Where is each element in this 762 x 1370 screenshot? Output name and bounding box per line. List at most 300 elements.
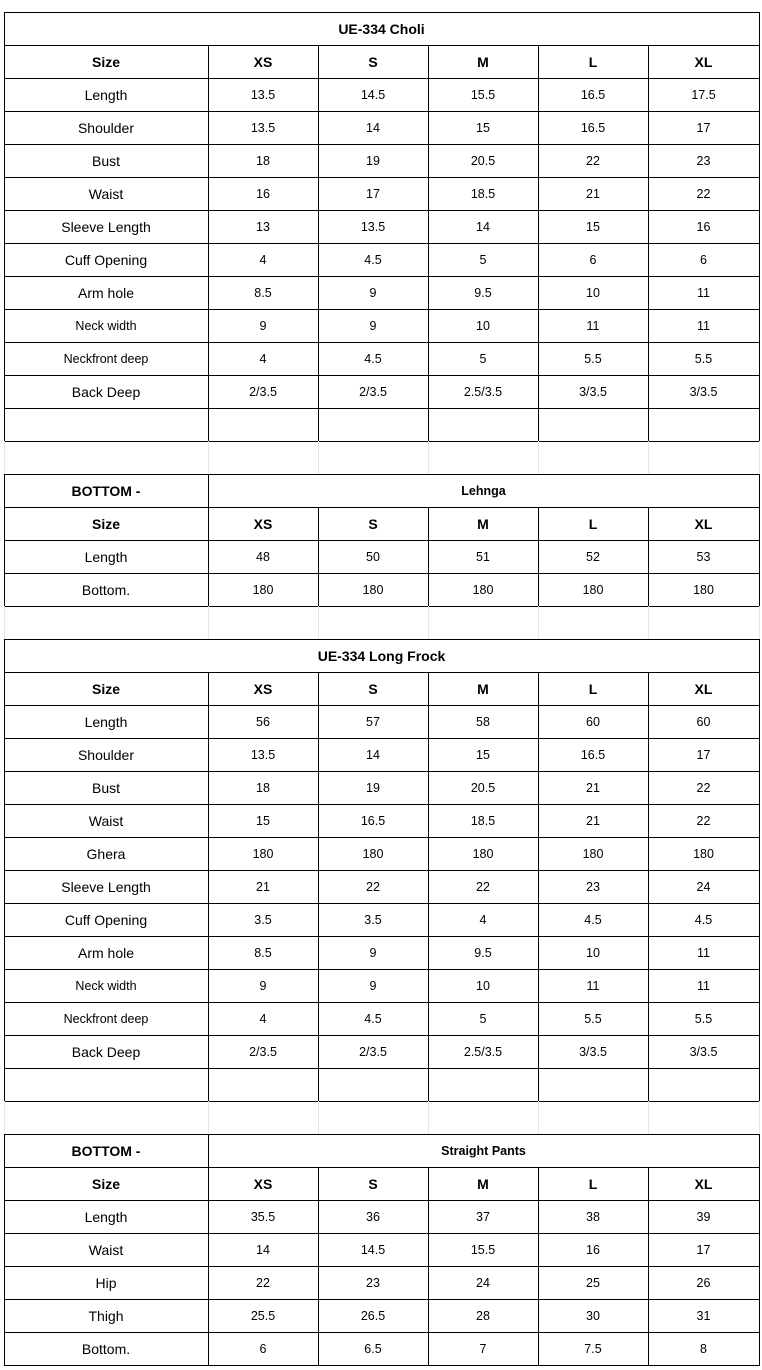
grid-line xyxy=(4,144,760,145)
grid-line xyxy=(4,276,760,277)
measurement-value: 39 xyxy=(696,1209,711,1224)
grid-line xyxy=(648,1101,649,1134)
measurement-value: 4.5 xyxy=(364,351,382,366)
measurement-label: Arm hole xyxy=(77,944,135,961)
measurement-value: 21 xyxy=(586,813,600,828)
measurement-label: Bust xyxy=(91,779,120,796)
measurement-label: Length xyxy=(84,548,128,565)
measurement-value: 5.5 xyxy=(694,351,713,366)
measurement-value: 21 xyxy=(586,780,600,795)
measurement-label: Waist xyxy=(88,812,124,829)
measurement-value: 11 xyxy=(586,978,600,993)
measurement-label: Neck width xyxy=(75,978,137,993)
measurement-value: 9 xyxy=(259,978,267,993)
measurement-value: 37 xyxy=(476,1209,490,1224)
grid-line xyxy=(318,441,319,474)
measurement-value: 10 xyxy=(586,285,600,300)
measurement-value: 5.5 xyxy=(584,1011,602,1026)
measurement-value: 3.5 xyxy=(364,912,382,927)
measurement-value: 17 xyxy=(366,186,380,201)
measurement-label: Neck width xyxy=(75,318,137,333)
size-header-l: L xyxy=(588,680,598,697)
measurement-value: 180 xyxy=(582,582,604,597)
size-header-m: M xyxy=(477,1175,489,1192)
grid-line xyxy=(759,1101,760,1134)
grid-line xyxy=(4,837,760,838)
measurement-value: 56 xyxy=(256,714,270,729)
grid-line xyxy=(428,672,429,1069)
grid-line xyxy=(4,1002,760,1003)
section-label: BOTTOM - xyxy=(71,1142,141,1159)
grid-line xyxy=(428,1167,429,1366)
size-header-l: L xyxy=(588,1175,598,1192)
size-header-m: M xyxy=(477,515,489,532)
measurement-value: 6.5 xyxy=(364,1341,382,1356)
grid-line xyxy=(759,1134,760,1366)
measurement-value: 16 xyxy=(586,1242,600,1257)
grid-line xyxy=(4,969,760,970)
measurement-value: 20.5 xyxy=(470,153,496,168)
grid-line xyxy=(759,474,760,607)
measurement-label: Shoulder xyxy=(77,119,135,136)
grid-line xyxy=(4,1068,5,1102)
measurement-value: 22 xyxy=(366,879,380,894)
grid-line xyxy=(4,1167,760,1168)
measurement-value: 8.5 xyxy=(254,945,272,960)
grid-line xyxy=(4,1299,760,1300)
grid-line xyxy=(4,177,760,178)
grid-line xyxy=(4,12,760,13)
size-header-s: S xyxy=(368,1175,378,1192)
measurement-value: 4.5 xyxy=(694,912,713,927)
grid-line xyxy=(208,1068,209,1102)
measurement-value: 180 xyxy=(252,582,274,597)
grid-line xyxy=(648,45,649,409)
measurement-label: Ghera xyxy=(86,845,126,862)
grid-line xyxy=(759,441,760,474)
measurement-value: 13.5 xyxy=(250,87,276,102)
table-title-row xyxy=(0,474,762,507)
measurement-value: 2.5/3.5 xyxy=(463,384,503,399)
grid-line xyxy=(4,441,5,474)
measurement-value: 60 xyxy=(696,714,711,729)
measurement-value: 2/3.5 xyxy=(249,1044,277,1059)
measurement-value: 22 xyxy=(696,186,711,201)
measurement-value: 18.5 xyxy=(470,186,496,201)
measurement-value: 16.5 xyxy=(580,120,606,135)
measurement-value: 14.5 xyxy=(360,1242,386,1257)
measurement-value: 13.5 xyxy=(250,120,276,135)
size-header-xl: XL xyxy=(694,515,713,532)
grid-line xyxy=(4,540,760,541)
measurement-label: Sleeve Length xyxy=(61,878,151,895)
grid-line xyxy=(4,243,760,244)
measurement-value: 30 xyxy=(586,1308,600,1323)
measurement-value: 17 xyxy=(696,747,711,762)
grid-line xyxy=(4,1068,760,1069)
grid-line xyxy=(4,375,760,376)
grid-line xyxy=(4,1233,760,1234)
size-header-xs: XS xyxy=(253,680,273,697)
measurement-value: 14.5 xyxy=(360,87,386,102)
measurement-value: 26 xyxy=(696,1275,711,1290)
grid-line xyxy=(4,1266,760,1267)
size-header-s: S xyxy=(368,53,378,70)
size-header-l: L xyxy=(588,515,598,532)
grid-line xyxy=(4,1101,760,1102)
grid-line xyxy=(4,870,760,871)
measurement-value: 6 xyxy=(700,252,707,267)
grid-line xyxy=(4,45,760,46)
grid-line xyxy=(538,1101,539,1134)
grid-line xyxy=(648,1068,649,1102)
size-header-l: L xyxy=(588,53,598,70)
grid-line xyxy=(538,1167,539,1366)
table-title-row xyxy=(0,1134,762,1167)
grid-line xyxy=(648,441,649,474)
grid-line xyxy=(538,672,539,1069)
grid-line xyxy=(428,441,429,474)
measurement-value: 9 xyxy=(259,318,267,333)
grid-line xyxy=(538,507,539,607)
size-header-m: M xyxy=(477,53,489,70)
table-title: Straight Pants xyxy=(441,1143,526,1158)
measurement-label: Back Deep xyxy=(71,1043,141,1060)
measurement-value: 13 xyxy=(256,219,270,234)
grid-line xyxy=(4,738,760,739)
measurement-label: Waist xyxy=(88,1241,124,1258)
measurement-value: 14 xyxy=(256,1242,270,1257)
measurement-label: Bottom. xyxy=(81,1340,131,1357)
measurement-value: 10 xyxy=(586,945,600,960)
measurement-label: Hip xyxy=(95,1274,117,1291)
measurement-value: 180 xyxy=(472,846,494,861)
size-header-label: Size xyxy=(91,515,120,532)
measurement-value: 11 xyxy=(697,318,710,333)
measurement-value: 11 xyxy=(697,978,710,993)
grid-line xyxy=(4,1134,5,1366)
grid-line xyxy=(4,705,760,706)
measurement-value: 2/3.5 xyxy=(359,384,387,399)
grid-line xyxy=(428,606,429,639)
grid-line xyxy=(4,309,760,310)
grid-line xyxy=(318,1101,319,1134)
measurement-value: 3/3.5 xyxy=(689,1044,718,1059)
measurement-value: 13.5 xyxy=(250,747,276,762)
measurement-value: 180 xyxy=(362,846,384,861)
measurement-value: 13.5 xyxy=(360,219,386,234)
measurement-label: Neckfront deep xyxy=(63,1011,149,1026)
grid-line xyxy=(208,474,209,507)
measurement-value: 4 xyxy=(259,252,267,267)
grid-line xyxy=(4,12,5,409)
measurement-value: 22 xyxy=(586,153,600,168)
grid-line xyxy=(4,639,5,1069)
grid-line xyxy=(208,507,209,607)
measurement-label: Length xyxy=(84,86,128,103)
measurement-value: 4 xyxy=(259,1011,267,1026)
measurement-value: 28 xyxy=(476,1308,490,1323)
measurement-value: 3/3.5 xyxy=(579,1044,607,1059)
measurement-value: 14 xyxy=(366,747,380,762)
measurement-value: 58 xyxy=(476,714,490,729)
measurement-label: Cuff Opening xyxy=(64,251,148,268)
grid-line xyxy=(648,408,649,442)
measurement-value: 22 xyxy=(256,1275,270,1290)
measurement-value: 20.5 xyxy=(470,780,496,795)
measurement-value: 9 xyxy=(369,285,377,300)
measurement-value: 19 xyxy=(366,780,380,795)
measurement-value: 15 xyxy=(476,120,490,135)
grid-line xyxy=(759,1068,760,1102)
measurement-value: 24 xyxy=(696,879,711,894)
measurement-label: Bust xyxy=(91,152,120,169)
size-header-xs: XS xyxy=(253,515,273,532)
measurement-value: 24 xyxy=(476,1275,490,1290)
grid-line xyxy=(538,45,539,409)
measurement-value: 2/3.5 xyxy=(359,1044,387,1059)
grid-line xyxy=(4,474,760,475)
measurement-value: 3/3.5 xyxy=(689,384,718,399)
size-header-xs: XS xyxy=(253,53,273,70)
measurement-label: Cuff Opening xyxy=(64,911,148,928)
grid-line xyxy=(4,441,760,442)
grid-line xyxy=(428,408,429,442)
grid-line xyxy=(538,441,539,474)
measurement-value: 9 xyxy=(369,945,377,960)
grid-line xyxy=(4,639,760,640)
measurement-value: 11 xyxy=(697,285,710,300)
measurement-label: Bottom. xyxy=(81,581,131,598)
grid-line xyxy=(4,408,760,409)
size-header-s: S xyxy=(368,515,378,532)
measurement-value: 4.5 xyxy=(584,912,602,927)
measurement-value: 22 xyxy=(696,813,711,828)
measurement-value: 11 xyxy=(697,945,710,960)
size-header-xs: XS xyxy=(253,1175,273,1192)
grid-line xyxy=(208,1134,209,1167)
measurement-label: Sleeve Length xyxy=(61,218,151,235)
grid-line xyxy=(318,45,319,409)
measurement-value: 18.5 xyxy=(470,813,496,828)
measurement-value: 180 xyxy=(693,846,714,861)
measurement-value: 7.5 xyxy=(584,1341,602,1356)
grid-line xyxy=(4,507,760,508)
measurement-value: 9.5 xyxy=(474,945,492,960)
measurement-value: 4.5 xyxy=(364,1011,382,1026)
measurement-value: 18 xyxy=(256,153,270,168)
grid-line xyxy=(428,45,429,409)
grid-line xyxy=(759,639,760,1069)
grid-line xyxy=(4,342,760,343)
grid-line xyxy=(318,507,319,607)
size-header-label: Size xyxy=(91,680,120,697)
grid-line xyxy=(4,1365,760,1366)
grid-line xyxy=(538,408,539,442)
grid-line xyxy=(208,408,209,442)
grid-line xyxy=(208,1167,209,1366)
measurement-value: 15.5 xyxy=(470,87,496,102)
grid-line xyxy=(648,507,649,607)
grid-line xyxy=(318,1167,319,1366)
grid-line xyxy=(4,408,5,442)
measurement-label: Length xyxy=(84,713,128,730)
measurement-value: 9 xyxy=(369,318,377,333)
grid-line xyxy=(759,12,760,409)
grid-line xyxy=(4,1134,760,1135)
measurement-value: 6 xyxy=(589,252,597,267)
measurement-value: 23 xyxy=(696,153,711,168)
measurement-value: 10 xyxy=(476,318,490,333)
measurement-value: 5.5 xyxy=(694,1011,713,1026)
grid-line xyxy=(4,1200,760,1201)
measurement-label: Back Deep xyxy=(71,383,141,400)
grid-line xyxy=(4,804,760,805)
grid-line xyxy=(538,606,539,639)
measurement-label: Waist xyxy=(88,185,124,202)
size-header-m: M xyxy=(477,680,489,697)
measurement-value: 8.5 xyxy=(254,285,272,300)
grid-line xyxy=(4,78,760,79)
measurement-value: 4.5 xyxy=(364,252,382,267)
measurement-value: 6 xyxy=(259,1341,267,1356)
grid-line xyxy=(4,1332,760,1333)
grid-line xyxy=(538,1068,539,1102)
size-header-xl: XL xyxy=(694,53,713,70)
measurement-label: Neckfront deep xyxy=(63,351,149,366)
grid-line xyxy=(4,1101,5,1134)
table-title: Lehnga xyxy=(461,483,506,498)
grid-line xyxy=(208,1101,209,1134)
measurement-label: Thigh xyxy=(88,1307,124,1324)
measurement-value: 18 xyxy=(256,780,270,795)
measurement-value: 21 xyxy=(256,879,270,894)
table-title-row xyxy=(0,12,762,45)
measurement-value: 36 xyxy=(366,1209,380,1224)
measurement-value: 180 xyxy=(582,846,604,861)
measurement-value: 14 xyxy=(366,120,380,135)
measurement-value: 2/3.5 xyxy=(249,384,277,399)
measurement-label: Arm hole xyxy=(77,284,135,301)
measurement-value: 14 xyxy=(476,219,490,234)
measurement-value: 57 xyxy=(366,714,380,729)
measurement-value: 17 xyxy=(696,1242,711,1257)
measurement-value: 16.5 xyxy=(360,813,386,828)
measurement-value: 25.5 xyxy=(250,1308,276,1323)
size-header-xl: XL xyxy=(694,1175,713,1192)
measurement-value: 50 xyxy=(366,549,380,564)
measurement-value: 17.5 xyxy=(691,87,716,102)
grid-line xyxy=(4,111,760,112)
measurement-label: Shoulder xyxy=(77,746,135,763)
measurement-value: 53 xyxy=(696,549,711,564)
measurement-value: 21 xyxy=(586,186,600,201)
measurement-value: 15 xyxy=(476,747,490,762)
measurement-value: 23 xyxy=(586,879,600,894)
measurement-value: 52 xyxy=(586,549,600,564)
measurement-value: 3/3.5 xyxy=(579,384,607,399)
measurement-value: 180 xyxy=(472,582,494,597)
measurement-value: 38 xyxy=(586,1209,600,1224)
measurement-value: 19 xyxy=(366,153,380,168)
measurement-value: 16.5 xyxy=(580,87,606,102)
table-title-row xyxy=(0,639,762,672)
grid-line xyxy=(759,606,760,639)
grid-line xyxy=(759,408,760,442)
measurement-value: 5.5 xyxy=(584,351,602,366)
measurement-value: 35.5 xyxy=(250,1209,276,1224)
grid-line xyxy=(428,1101,429,1134)
measurement-value: 9 xyxy=(369,978,377,993)
grid-line xyxy=(318,672,319,1069)
grid-line xyxy=(4,1035,760,1036)
measurement-value: 8 xyxy=(700,1341,707,1356)
grid-line xyxy=(4,606,5,639)
measurement-label: Length xyxy=(84,1208,128,1225)
grid-line xyxy=(208,441,209,474)
size-header-label: Size xyxy=(91,1175,120,1192)
size-header-s: S xyxy=(368,680,378,697)
measurement-value: 26.5 xyxy=(360,1308,386,1323)
measurement-value: 15.5 xyxy=(470,1242,496,1257)
measurement-value: 11 xyxy=(586,318,600,333)
grid-line xyxy=(4,474,5,607)
grid-line xyxy=(428,1068,429,1102)
size-header-xl: XL xyxy=(694,680,713,697)
grid-line xyxy=(4,771,760,772)
measurement-value: 31 xyxy=(696,1308,711,1323)
measurement-value: 5 xyxy=(479,1011,487,1026)
measurement-value: 17 xyxy=(696,120,711,135)
measurement-value: 22 xyxy=(476,879,490,894)
measurement-value: 16 xyxy=(256,186,270,201)
measurement-value: 60 xyxy=(586,714,600,729)
measurement-value: 4 xyxy=(479,912,487,927)
measurement-value: 15 xyxy=(586,219,600,234)
grid-line xyxy=(648,1167,649,1366)
grid-line xyxy=(428,507,429,607)
grid-line xyxy=(4,936,760,937)
size-header-label: Size xyxy=(91,53,120,70)
measurement-value: 180 xyxy=(362,582,384,597)
measurement-value: 5 xyxy=(479,351,487,366)
measurement-value: 16 xyxy=(696,219,711,234)
grid-line xyxy=(648,606,649,639)
measurement-value: 180 xyxy=(693,582,714,597)
measurement-value: 23 xyxy=(366,1275,380,1290)
measurement-value: 15 xyxy=(256,813,270,828)
measurement-value: 51 xyxy=(476,549,490,564)
measurement-value: 180 xyxy=(252,846,274,861)
grid-line xyxy=(4,573,760,574)
measurement-value: 48 xyxy=(256,549,270,564)
measurement-value: 4 xyxy=(259,351,267,366)
grid-line xyxy=(4,210,760,211)
measurement-value: 3.5 xyxy=(254,912,272,927)
table-title: UE-334 Choli xyxy=(338,20,425,37)
measurement-value: 22 xyxy=(696,780,711,795)
measurement-value: 9.5 xyxy=(474,285,492,300)
grid-line xyxy=(208,672,209,1069)
grid-line xyxy=(318,606,319,639)
measurement-value: 2.5/3.5 xyxy=(463,1044,503,1059)
measurement-value: 25 xyxy=(586,1275,600,1290)
grid-line xyxy=(4,672,760,673)
measurement-value: 16.5 xyxy=(580,747,606,762)
grid-line xyxy=(208,606,209,639)
grid-line xyxy=(318,1068,319,1102)
section-label: BOTTOM - xyxy=(71,482,141,499)
